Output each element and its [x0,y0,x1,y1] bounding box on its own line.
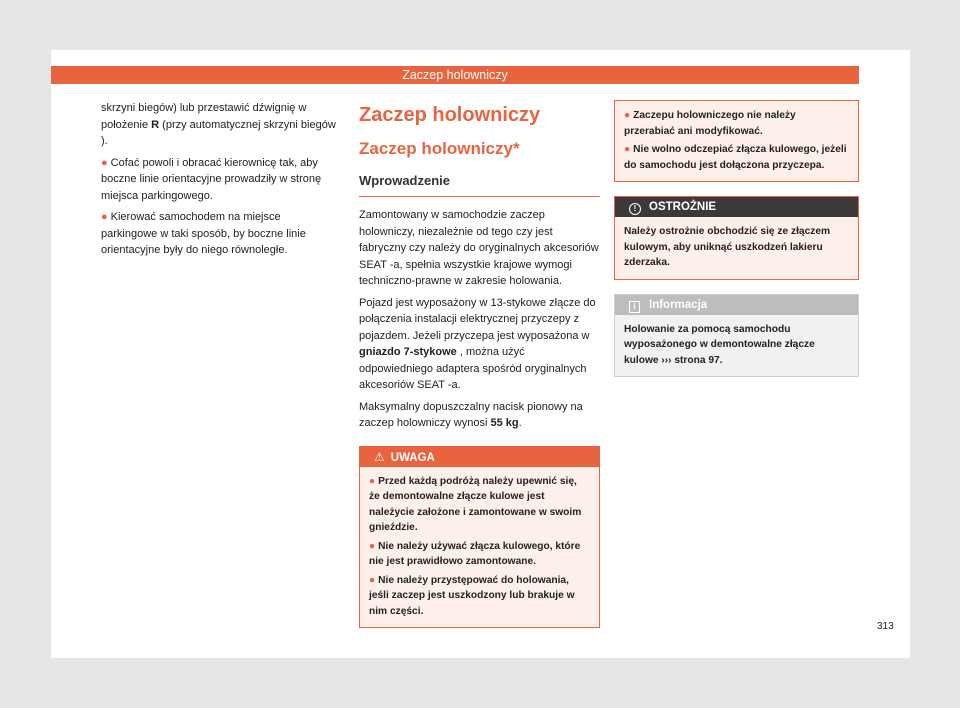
bullet-icon: ● [624,110,631,121]
warning-box-body [360,467,599,628]
caution-box-body [615,217,858,279]
warning-box-continued [614,100,859,182]
warning-item [624,142,849,173]
bullet-icon: ● [369,475,376,487]
text-span: Maksymalny dopuszczalny nacisk pionowy na zaczep holowniczy wynosi [359,400,583,429]
bullet-text: Kierować samochodem na miejsce parkingowe w taki sposób, by boczne linie orientacyjne były do niego równoległe. [101,211,306,256]
paragraph-intro: Zamontowany w samochodzie zaczep holowniczy, niezależnie od tego czy jest fabryczny czy należy do oryginalnych akcesoriów SEAT -a, spełnia wszystkie krajowe wymogi techniczno-prawne w zakresie holowania. [359,209,599,287]
text-span: Pojazd jest wyposażony w 13-stykowe złącze do połączenia instalacji elektrycznej przyczepy z pojazdem. Jeżeli przyczepa jest wyposażona w [359,296,596,342]
paragraph-continuation [101,100,339,150]
warning-item-text: Nie wolno odczepiać złącza kulowego, jeżeli do samochodu jest dołączona przyczepa. [624,144,847,171]
column-left [101,100,339,259]
warning-label: UWAGA [390,451,435,464]
column-right [614,100,859,377]
warning-item [369,539,590,570]
bullet-item [101,155,339,205]
text-span: , można użyć odpowiedniego adaptera spośród oryginalnych akcesoriów SEAT -a. [359,346,587,391]
bold-span: gniazdo 7-stykowe [359,346,457,358]
warning-box-header [360,447,599,467]
bullet-icon: ● [369,540,376,552]
warning-item-text: Zaczepu holowniczego nie należy przerabiać ani modyfikować. [624,110,796,137]
warning-box [359,446,600,629]
info-box-header [615,295,858,315]
bullet-icon: ● [369,574,376,586]
info-box [614,294,859,378]
info-icon: i [629,301,640,313]
caution-label: OSTROŻNIE [649,201,717,213]
warning-item [624,108,849,139]
info-box-body [615,315,858,377]
text-span: (przy automatycznej skrzyni biegów ). [101,118,336,147]
warning-item-text: Nie należy przystępować do holowania, jeśli zaczep jest uszkodzony lub brakuje w nim części. [369,574,575,617]
info-label: Informacja [649,298,708,311]
bullet-icon: ● [624,144,631,155]
caution-box-header [615,197,858,217]
bullet-text: Cofać powoli i obracać kierownicę tak, aby boczne linie orientacyjne prowadziły w stronę miejsca parkingowego. [101,156,322,202]
bold-span: R [151,118,160,131]
bullet-item [101,209,339,259]
warning-box-body [615,101,858,181]
warning-item-text: Przed każdą podróżą należy upewnić się, że demontowalne złącze kulowe jest należycie założone i zamontowane w swoim gnieździe. [369,475,582,533]
bullet-icon: ● [101,156,108,169]
warning-item [369,474,590,536]
warning-item [369,573,590,620]
page-header-bar [51,66,859,84]
paragraph-load [359,399,600,432]
caution-text: Należy ostrożnie obchodzić się ze złączem kulowym, aby uniknąć uszkodzeń lakieru zderzaka. [624,226,831,268]
subsection-title: Wprowadzenie [359,172,600,197]
bold-span: 55 kg [490,417,519,429]
paragraph-connector [359,295,600,394]
column-middle [359,100,600,628]
section-title: Zaczep holowniczy* [359,139,520,158]
page-header-title: Zaczep holowniczy [402,68,508,82]
warning-triangle-icon: ⚠ [374,449,385,464]
text-span: skrzyni biegów) lub przestawić dźwignię w położenie [101,102,307,131]
exclamation-circle-icon: ! [629,203,641,215]
info-text: Holowanie za pomocą samochodu wyposażonego w demontowalne złącze kulowe ››› strona 97. [624,323,815,366]
chapter-title: Zaczep holowniczy [359,104,541,126]
page-number: 313 [877,621,894,632]
caution-box [614,196,859,280]
bullet-icon: ● [101,211,108,223]
text-span: . [518,417,522,429]
warning-item-text: Nie należy używać złącza kulowego, które nie jest prawidłowo zamontowane. [369,540,581,567]
